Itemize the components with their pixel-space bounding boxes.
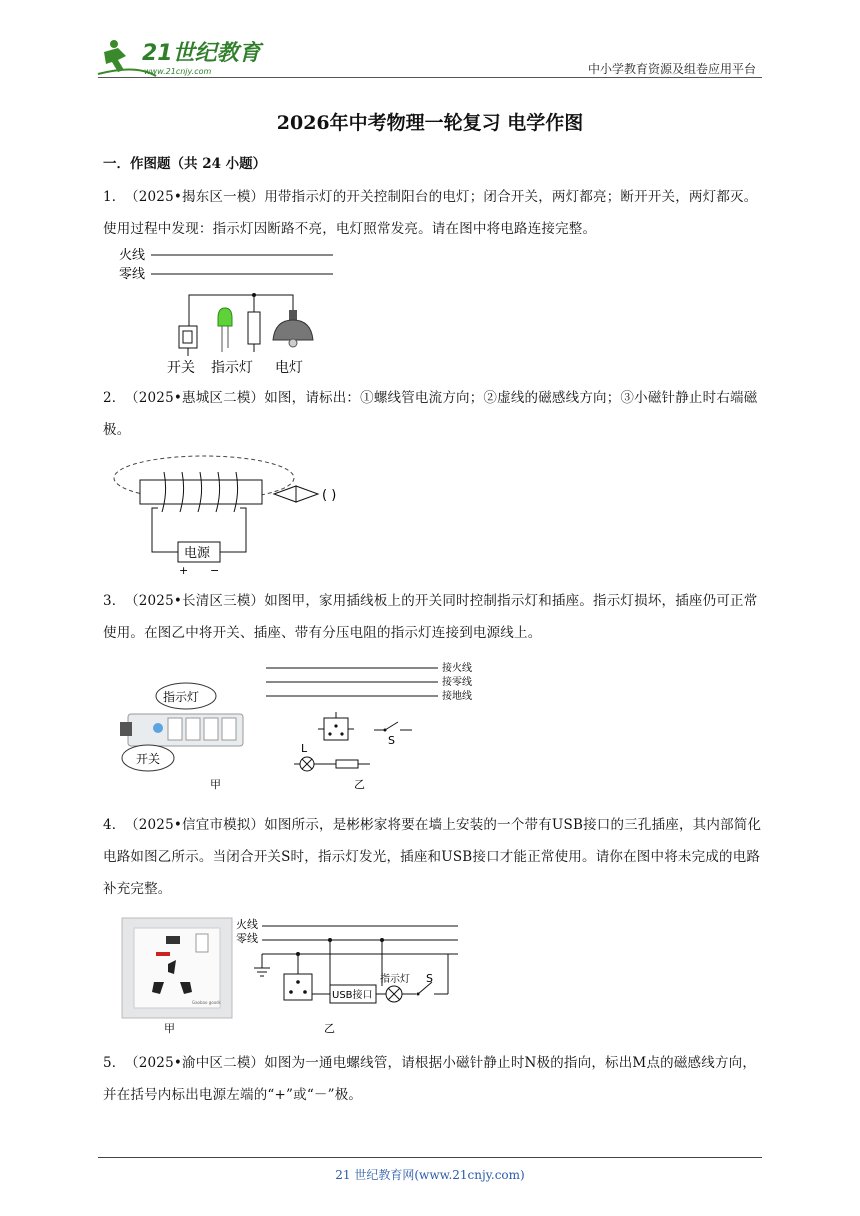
logo: [96, 34, 266, 80]
lamp-label: 电灯: [275, 360, 303, 376]
ground-connect-label: 接地线: [442, 691, 472, 702]
lamp-l-label: L: [301, 742, 308, 755]
header-divider: [98, 77, 762, 78]
minus-label: −: [210, 564, 220, 577]
three-pin-socket-icon: [284, 974, 312, 1000]
switch-symbol-icon: [374, 722, 412, 732]
question-2: 2．（2025•惠城区二模）如图，请标出：①螺线管电流方向；②虚线的磁感线方向；③小磁针静止时右端磁极。: [103, 390, 758, 438]
resistor-icon: [248, 312, 260, 352]
socket-symbol-icon: [318, 712, 354, 740]
indicator-callout: 指示灯: [163, 690, 200, 704]
switch-s-label: S: [388, 734, 395, 747]
figure-yi-label: 乙: [354, 778, 365, 791]
switch-callout: 开关: [136, 752, 161, 766]
power-label: 电源: [184, 546, 211, 561]
logo-text: 21世纪教育: [142, 41, 261, 66]
power-strip-photo: [120, 714, 243, 746]
section-heading: 一．作图题（共 24 小题）: [103, 156, 267, 172]
pole-bracket: ( ): [322, 488, 337, 503]
page-title: 2026年中考物理一轮复习 电学作图: [276, 112, 584, 134]
figure-jia-label-4: 甲: [164, 1022, 175, 1035]
footer-divider: [98, 1157, 762, 1158]
figure-4-usb-socket: [118, 914, 468, 1038]
live-connect-label: 接火线: [442, 663, 472, 674]
plus-label: +: [179, 564, 189, 577]
indicator-lamp-icon: [386, 986, 402, 1002]
logo-url: www.21cnjy.com: [144, 67, 212, 76]
switch-label: 开关: [167, 360, 195, 376]
figure-2-solenoid: [112, 450, 362, 580]
lamp-symbol-icon: [294, 757, 370, 771]
figure-yi-label-4: 乙: [324, 1022, 335, 1035]
compass-needle-icon: [274, 486, 318, 502]
indicator-label: 指示灯: [211, 360, 253, 376]
neutral-wire-label: 零线: [119, 267, 146, 282]
figure-3-power-strip: [118, 656, 488, 796]
switch-icon: [179, 326, 197, 356]
footer-link[interactable]: 21 世纪教育网(www.21cnjy.com): [335, 1168, 525, 1182]
neutral-connect-label: 接零线: [442, 677, 472, 688]
question-1: 1．（2025•揭东区一模）用带指示灯的开关控制阳台的电灯；闭合开关，两灯都亮；断开开关，两灯都灭。使用过程中发现：指示灯因断路不亮，电灯照常发亮。请在图中将电路连接完整。: [103, 189, 758, 237]
live-wire-label: 火线: [119, 248, 146, 263]
question-3: 3．（2025•长清区三模）如图甲，家用插线板上的开关同时控制指示灯和插座。指示灯损坏，插座仍可正常使用。在图乙中将开关、插座、带有分压电阻的指示灯连接到电源线上。: [103, 593, 758, 641]
figure-jia-label: 甲: [210, 778, 221, 791]
platform-name: 中小学教育资源及组卷应用平台: [587, 62, 756, 76]
question-4: 4．（2025•信宜市模拟）如图所示，是彬彬家将要在墙上安装的一个带有USB接口的三孔插座，其内部简化电路如图乙所示。当闭合开关S时，指示灯发光，插座和USB接口才能正常使用。请你在图中将未完成的电路补充完整。: [103, 817, 762, 897]
question-5: 5．（2025•渝中区二模）如图为一通电螺线管，请根据小磁针静止时N极的指向，标出M点的磁感线方向，并在括号内标出电源左端的“+”或“－”极。: [103, 1055, 757, 1103]
switch-s-label-4: S: [426, 972, 433, 985]
indicator-led-icon: [218, 308, 232, 352]
indicator-label-4: 指示灯: [380, 974, 410, 985]
usb-socket-photo: [122, 918, 232, 1018]
lamp-icon: [273, 310, 313, 347]
figure-1-circuit: [115, 246, 345, 376]
brand-text: Gaobao goods: [192, 1000, 221, 1005]
neutral-wire-label-4: 零线: [236, 932, 258, 945]
usb-port-label: USB接口: [332, 990, 373, 1001]
live-wire-label-4: 火线: [236, 918, 258, 931]
